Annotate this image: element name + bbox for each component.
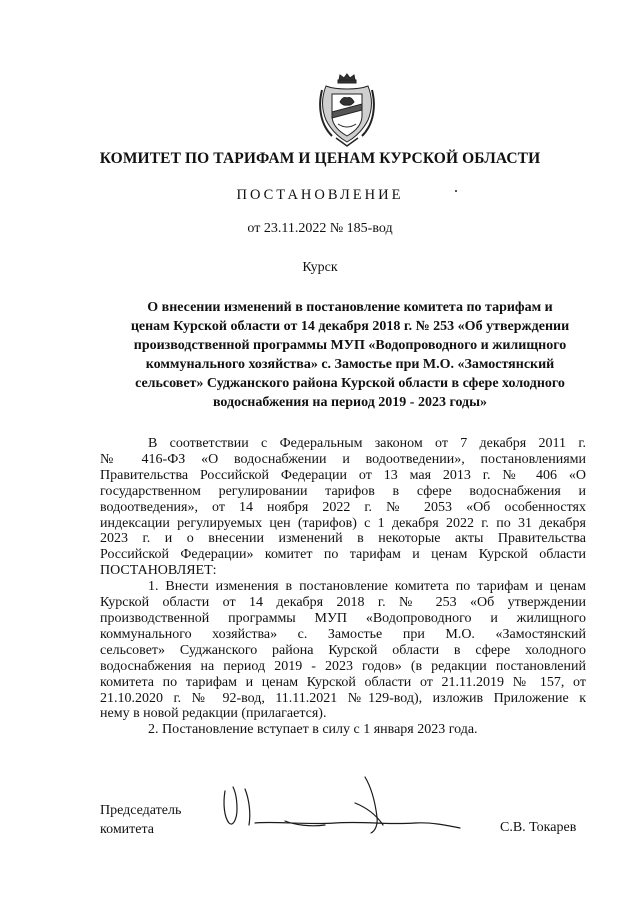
body-line: государственном регулировании тарифов в сфере водоснабжения и: [100, 483, 586, 499]
document-title: [100, 298, 600, 412]
title-line: водоснабжения на период 2019 - 2023 годы»: [212, 395, 488, 410]
handwritten-signature: [215, 773, 485, 843]
body-line: водоотведения», от 14 ноября 2022 г. № 2053 «Об особенностях: [100, 499, 586, 515]
signatory-role-line: Председатель: [100, 803, 182, 818]
body-line: Курской области от 14 декабря 2018 г. № 253 «Об утверждении: [100, 595, 586, 611]
document-city: Курск: [302, 260, 338, 275]
title-line: производственной программы МУП «Водопроводного и жилищного: [133, 338, 567, 353]
body-line: № 416-ФЗ «О водоснабжении и водоотведении», постановлениями: [100, 451, 586, 467]
body-line: 2. Постановление вступает в силу с 1 января 2023 года.: [148, 722, 478, 738]
signatory-role: [100, 801, 181, 839]
coat-of-arms-emblem: [318, 72, 376, 150]
committee-name: КОМИТЕТ ПО ТАРИФАМ И ЦЕНАМ КУРСКОЙ ОБЛАСТИ: [99, 150, 541, 167]
body-line: В соответствии с Федеральным законом от 7 декабря 2011 г.: [148, 436, 586, 451]
body-line: 1. Внести изменения в постановление комитета по тарифам и ценам: [148, 579, 586, 595]
title-line: сельсовет» Суджанского района Курской области в сфере холодного: [135, 376, 565, 391]
title-line: О внесении изменений в постановление комитета по тарифам и: [147, 300, 553, 315]
body-line: индексации регулируемых цен (тарифов) с 1 декабря 2022 г. по 31 декабря: [100, 515, 586, 531]
body-line: Российской Федерации» комитет по тарифам и ценам Курской области: [100, 547, 586, 563]
body-line: 21.10.2020 г. № 92-вод, 11.11.2021 №129-вод), изложив Приложение к: [100, 690, 586, 706]
signatory-name: С.В. Токарев: [500, 820, 577, 835]
signatory-role-line: комитета: [100, 822, 155, 837]
document-date-number: от 23.11.2022 № 185-вод: [247, 221, 393, 236]
body-line: комитета по тарифам и ценам Курской области от 21.11.2019 № 157, от: [100, 674, 586, 690]
body-line: нему в новой редакции (прилагается).: [100, 706, 327, 722]
body-line: Правительства Российской Федерации от 13 мая 2013 г. № 406 «О: [100, 467, 586, 483]
document-type: ПОСТАНОВЛЕНИЕ: [236, 187, 404, 203]
title-line: ценам Курской области от 14 декабря 2018 г. № 253 «Об утверждении: [130, 319, 570, 334]
body-line: производственной программы МУП «Водопроводного и жилищного: [100, 610, 586, 626]
document-body: [100, 436, 586, 738]
body-line: ПОСТАНОВЛЯЕТ:: [100, 563, 217, 579]
body-line: 2023 г. и о внесении изменений в некоторые акты Правительства: [100, 531, 586, 547]
body-line: водоснабжения на период 2019 - 2023 годов» (в редакции постановлений: [100, 658, 586, 674]
title-line: коммунального хозяйства» с. Замостье при М.О. «Замостянский: [145, 357, 555, 372]
body-line: коммунального хозяйства» с. Замостье при М.О. «Замостянский: [100, 626, 586, 642]
body-line: сельсовет» Суджанского района Курской области в сфере холодного: [100, 642, 586, 658]
